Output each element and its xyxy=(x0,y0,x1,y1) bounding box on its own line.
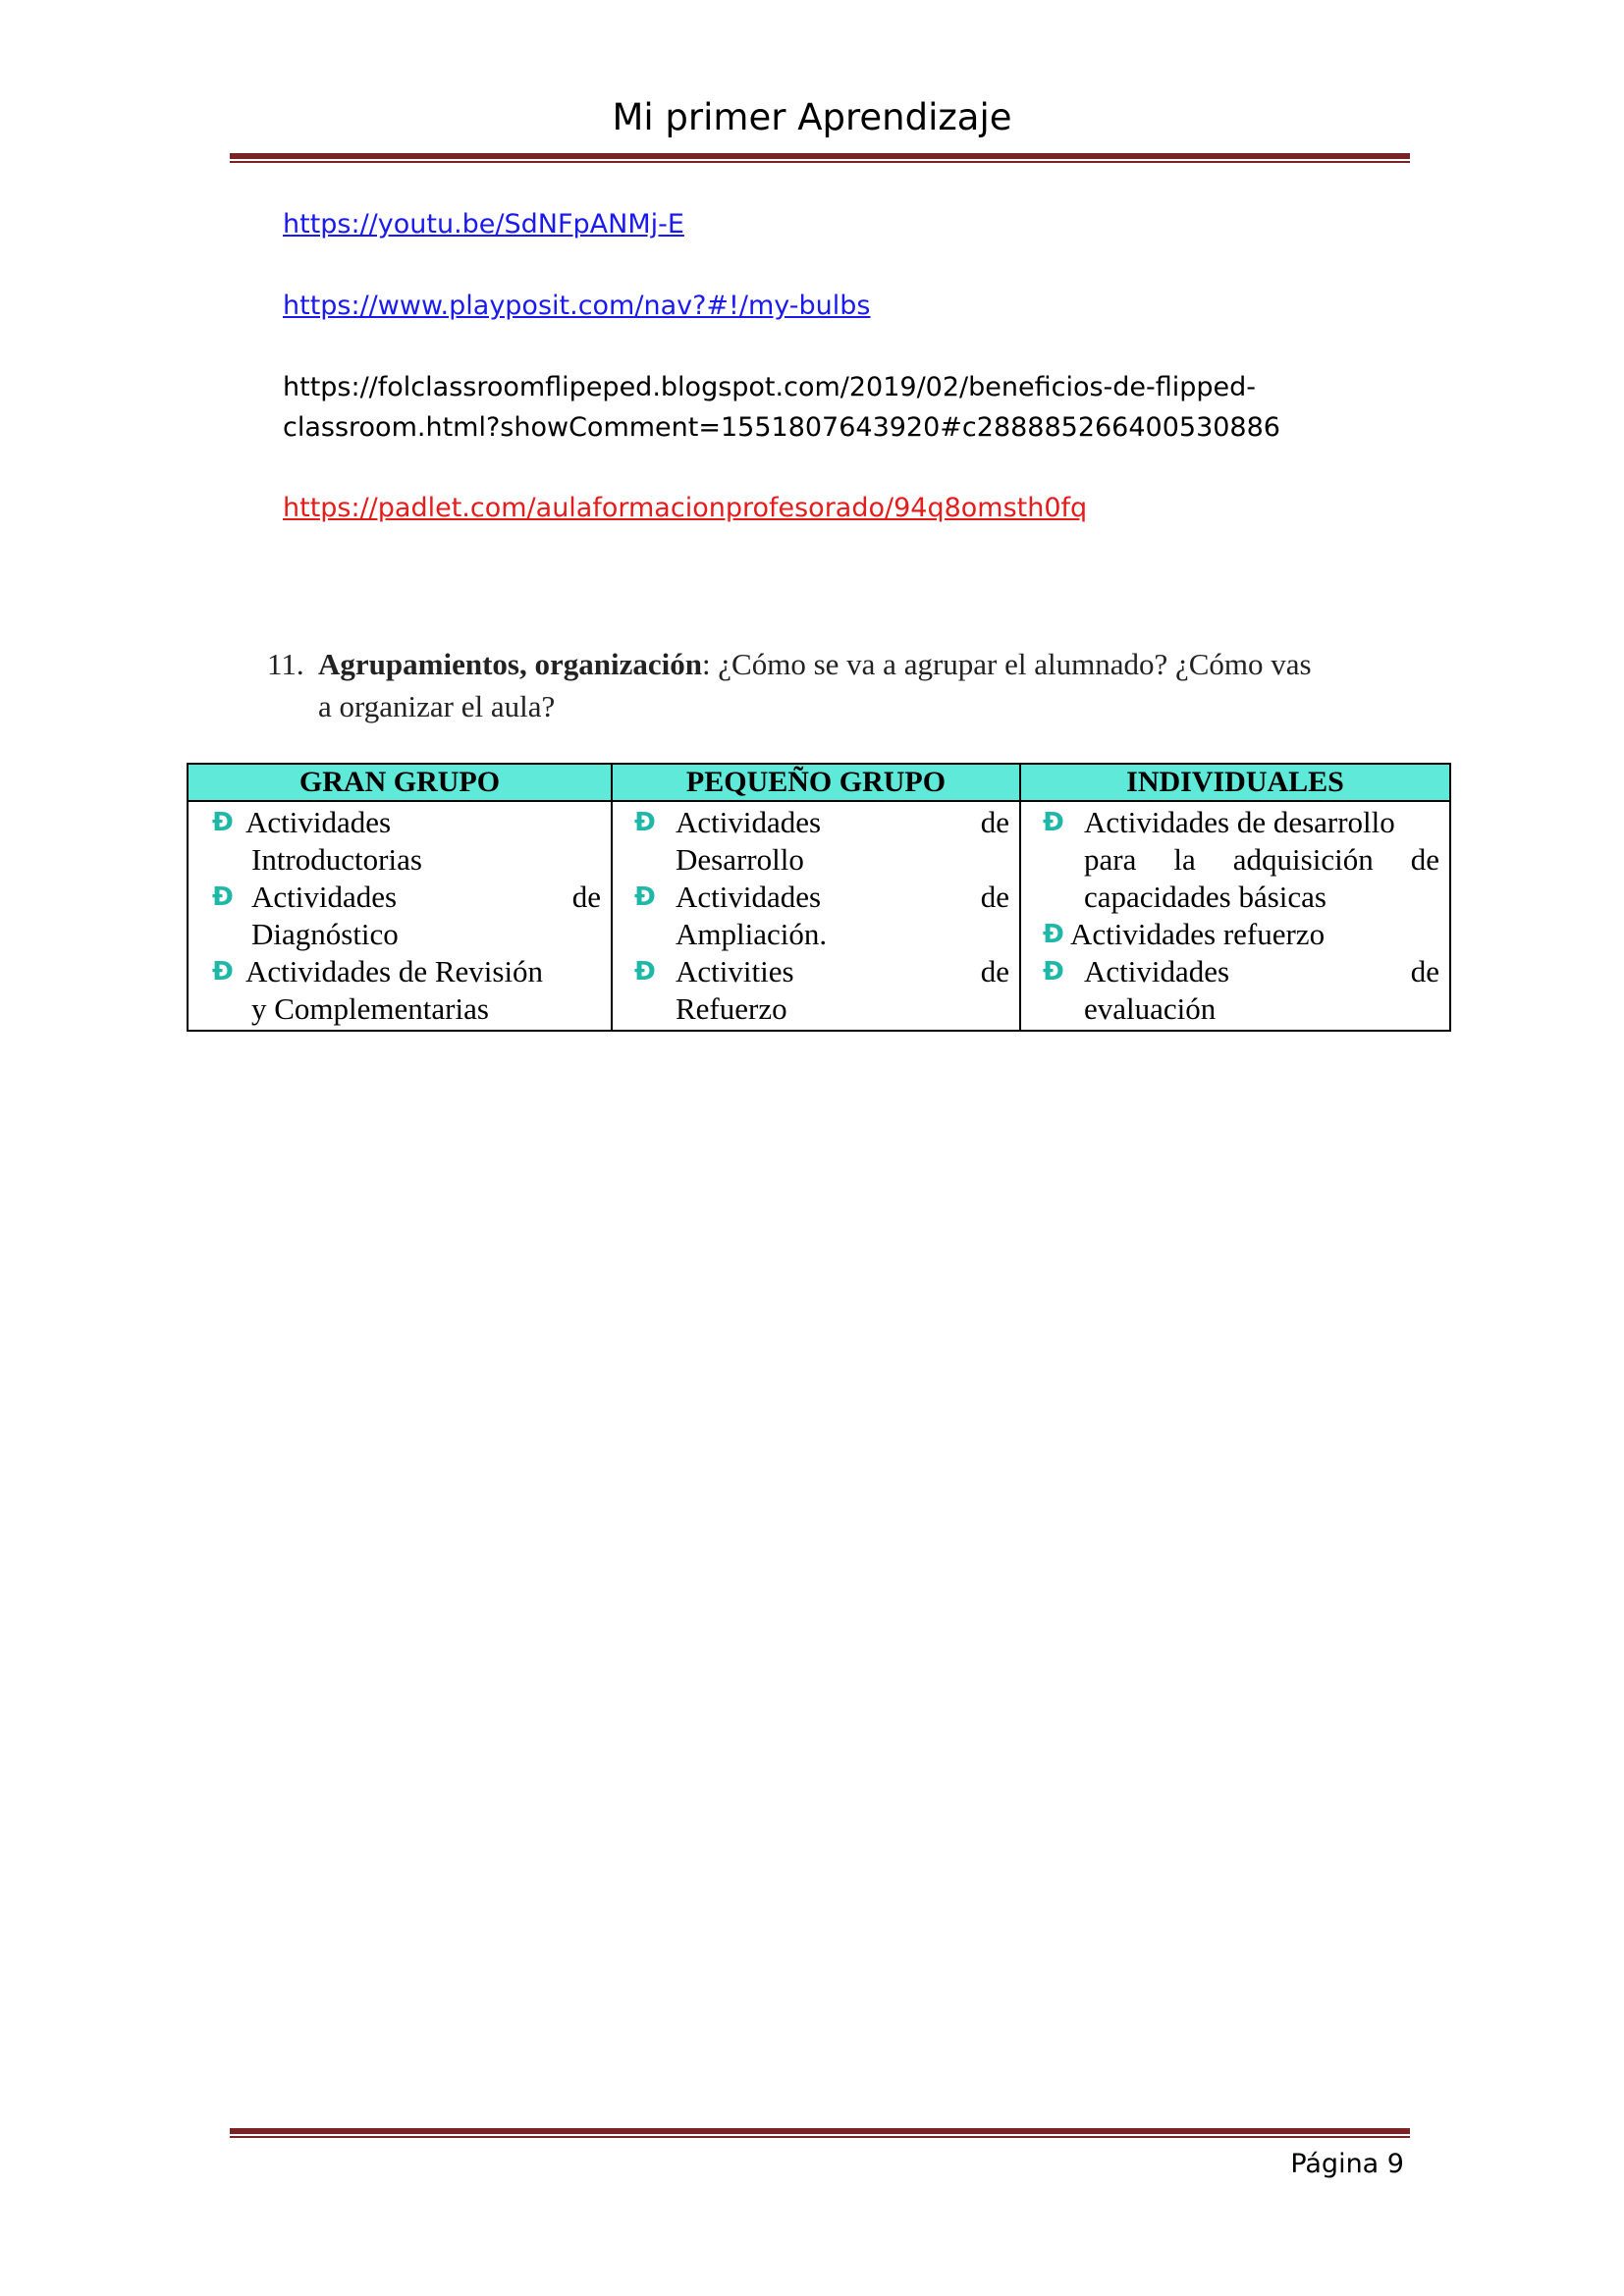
item-text: Actividades de Revisión xyxy=(245,954,544,988)
item-text: Actividades de desarrollo xyxy=(1084,805,1395,839)
item-text: de xyxy=(980,954,1009,988)
item-text: Actividades xyxy=(251,880,398,914)
section-11 xyxy=(267,643,1406,727)
item-line xyxy=(1076,804,1439,841)
item-text: Diagnóstico xyxy=(251,917,399,951)
bullet-icon: Đ xyxy=(1043,920,1064,949)
item-text: Actividades xyxy=(676,880,822,914)
footer-rule-thick xyxy=(230,2128,1410,2134)
item-text: Ampliación. xyxy=(676,917,828,951)
table-header-row xyxy=(188,764,1450,801)
link-blogspot-line2: classroom.html?showComment=1551807643920#c288885266400530886 xyxy=(283,412,1280,443)
link-blogspot xyxy=(283,367,1280,448)
cell-individuales xyxy=(1020,801,1450,1031)
table-row xyxy=(188,801,1450,1031)
bullet-icon: Đ xyxy=(212,957,234,987)
section-bold-label: Agrupamientos, organización xyxy=(318,647,702,681)
item-text: de xyxy=(980,805,1009,839)
item-text: de xyxy=(980,880,1009,914)
col-header-gran-grupo: GRAN GRUPO xyxy=(188,764,612,801)
list-item xyxy=(1043,804,1439,916)
item-text: Desarrollo xyxy=(676,842,804,877)
bullet-icon: Đ xyxy=(1043,957,1064,987)
list-item xyxy=(1043,916,1439,953)
item-text: Actividades xyxy=(1084,954,1230,988)
link-youtube-text[interactable]: https://youtu.be/SdNFpANMj-E xyxy=(283,209,684,240)
link-blogspot-line1: https://folclassroomflipeped.blogspot.com/2019/02/beneficios-de-flipped- xyxy=(283,372,1257,402)
item-text: Refuerzo xyxy=(676,991,787,1026)
list-item xyxy=(212,879,601,953)
bullet-icon: Đ xyxy=(634,882,656,912)
link-padlet-text[interactable]: https://padlet.com/aulaformacionprofesorado/94q8omsth0fq xyxy=(283,493,1088,523)
item-text: y Complementarias xyxy=(251,991,489,1026)
cell-pequeno-grupo xyxy=(612,801,1020,1031)
page-header-title: Mi primer Aprendizaje xyxy=(612,96,1012,138)
item-text: de xyxy=(571,880,601,914)
bullet-icon: Đ xyxy=(634,808,656,837)
section-number: 11. xyxy=(267,647,304,681)
page-number: Página 9 xyxy=(1290,2149,1404,2179)
list-item xyxy=(212,804,601,879)
link-youtube[interactable] xyxy=(283,204,684,244)
list-item xyxy=(634,804,1009,879)
list-item xyxy=(1043,953,1439,1028)
section-question-2: a organizar el aula? xyxy=(318,689,556,723)
item-text: Activities xyxy=(676,954,794,988)
item-text: Actividades xyxy=(676,805,822,839)
section-11-line1 xyxy=(267,643,1406,685)
cell-gran-grupo xyxy=(188,801,612,1031)
bullet-icon: Đ xyxy=(212,808,234,837)
header-rule-thin xyxy=(230,161,1410,163)
list-item xyxy=(634,879,1009,953)
list-item xyxy=(634,953,1009,1028)
grouping-table xyxy=(187,763,1451,1032)
item-text: Actividades xyxy=(245,805,392,839)
section-question-1: : ¿Cómo se va a agrupar el alumnado? ¿Cómo vas xyxy=(701,647,1312,681)
link-padlet[interactable] xyxy=(283,488,1087,528)
header-rule-thick xyxy=(230,153,1410,159)
item-text: para la adquisición de xyxy=(1084,842,1439,877)
link-playposit[interactable] xyxy=(283,286,870,326)
item-text: Introductorias xyxy=(251,842,422,877)
bullet-icon: Đ xyxy=(212,882,234,912)
item-text: capacidades básicas xyxy=(1084,880,1327,914)
col-header-individuales: INDIVIDUALES xyxy=(1020,764,1450,801)
bullet-icon: Đ xyxy=(634,957,656,987)
footer-rule-thin xyxy=(230,2136,1410,2138)
col-header-pequeno-grupo: PEQUEÑO GRUPO xyxy=(612,764,1020,801)
item-text: de xyxy=(1410,954,1439,988)
item-text: Actividades refuerzo xyxy=(1070,917,1326,951)
item-text: evaluación xyxy=(1084,991,1217,1026)
link-playposit-text[interactable]: https://www.playposit.com/nav?#!/my-bulbs xyxy=(283,291,871,321)
bullet-icon: Đ xyxy=(1043,808,1064,837)
list-item xyxy=(212,953,601,1028)
